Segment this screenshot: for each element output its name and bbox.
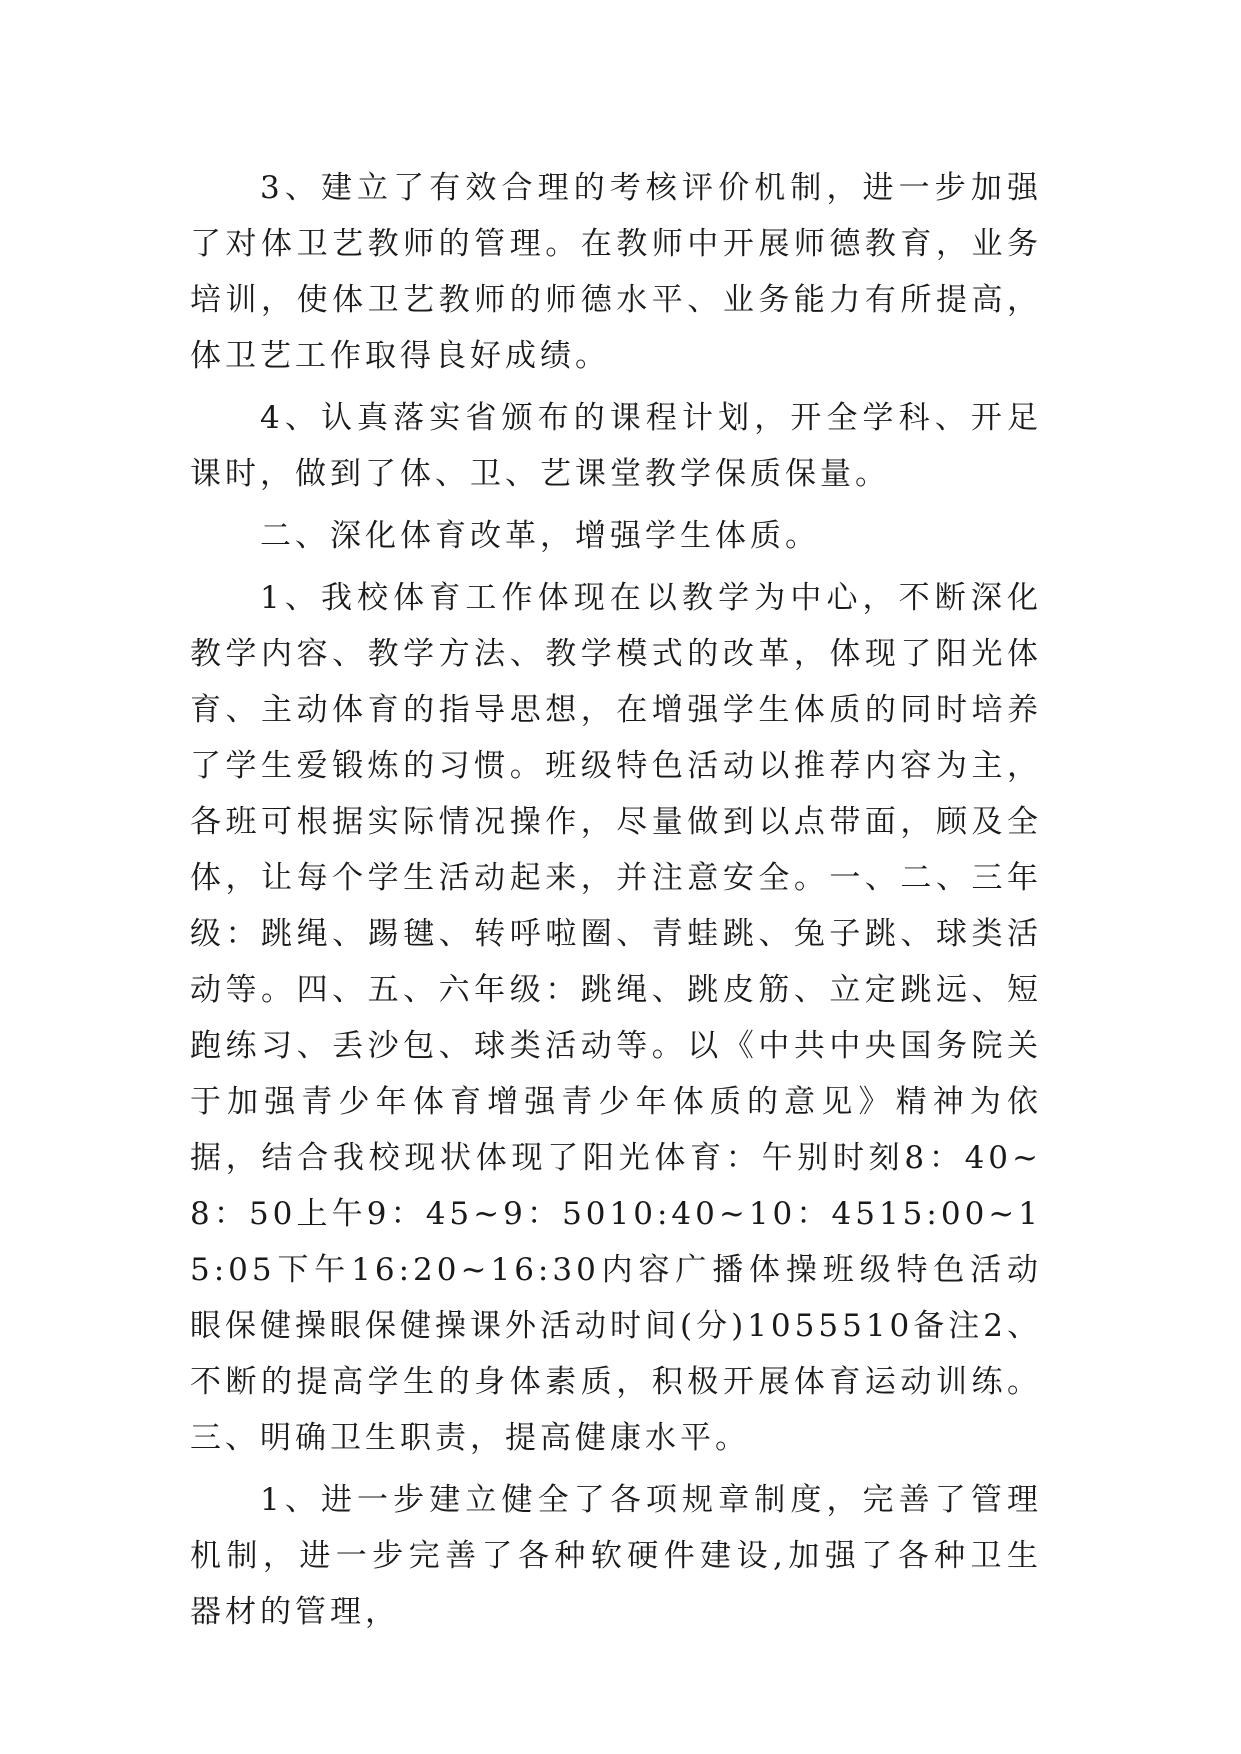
paragraph-curriculum-plan: 4、认真落实省颁布的课程计划，开全学科、开足课时，做到了体、卫、艺课堂教学保质保量。	[190, 400, 1042, 492]
paragraph-assessment-mechanism: 3、建立了有效合理的考核评价机制，进一步加强了对体卫艺教师的管理。在教师中开展师德教育，业务培训，使体卫艺教师的师德水平、业务能力有所提高，体卫艺工作取得良好成绩。	[190, 170, 1042, 374]
paragraph-pe-work: 1、我校体育工作体现在以教学为中心，不断深化教学内容、教学方法、教学模式的改革，体现了阳光体育、主动体育的指导思想，在增强学生体质的同时培养了学生爱锻炼的习惯。班级特色活动以推荐内容为主，各班可根据实际情况操作，尽量做到以点带面，顾及全体，让每个学生活动起来，并注意安全。一、二、三年级：跳绳、踢毽、转呼啦圈、青蛙跳、兔子跳、球类活动等。四、五、六年级：跳绳、跳皮筋、立定跳远、短跑练习、丢沙包、球类活动等。以《中共中央国务院关于加强青少年体育增强青少年体质的意见》精神为依据，结合我校现状体现了阳光体育：午别时刻8：40~8：50上午9：45~9：5010:40~10：4515:00~15:05下午16:20~16:30内容广播体操班级特色活动眼保健操眼保健操课外活动时间(分)1055510备注2、不断的提高学生的身体素质，积极开展体育运动训练。三、明确卫生职责，提高健康水平。	[190, 580, 1042, 1456]
section-heading-pe-reform: 二、深化体育改革，增强学生体质。	[260, 518, 820, 554]
paragraph-rules-system: 1、进一步建立健全了各项规章制度，完善了管理机制，进一步完善了各种软硬件建设,加强了各种卫生器材的管理，	[190, 1482, 1042, 1630]
document-body	[190, 160, 1042, 1640]
